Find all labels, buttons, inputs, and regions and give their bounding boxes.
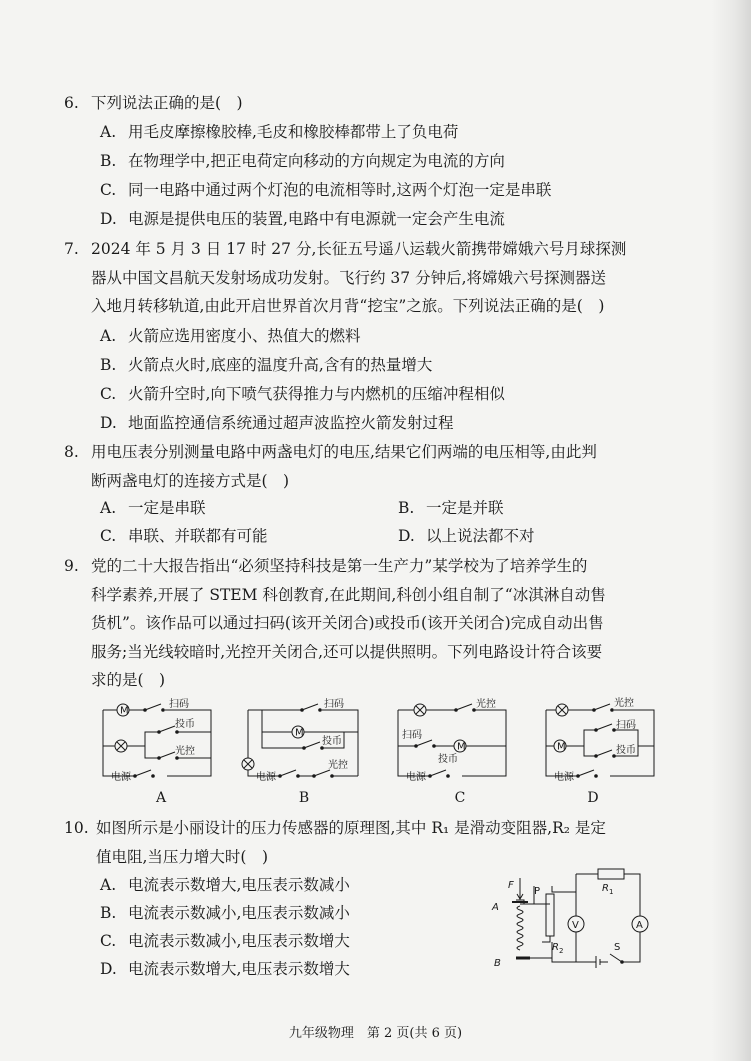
point-a-label: A: [492, 902, 499, 913]
circuit-diagram-c: [390, 700, 512, 782]
q7-option-a: [100, 322, 361, 351]
option-text: 地面监控通信系统通过超声波监控火箭发射过程: [128, 414, 454, 432]
q10-option-b: [100, 899, 350, 928]
option-text: 火箭点火时,底座的温度升高,含有的热量增大: [128, 356, 433, 374]
q7-option-c: [100, 380, 505, 409]
option-text: 串联、并联都有可能: [128, 527, 268, 545]
switch-label-coin: 投币: [322, 736, 342, 747]
point-b-label: B: [494, 958, 501, 969]
q6-option-c: [100, 176, 551, 205]
r1-label: R: [602, 883, 609, 894]
q10-option-d: [100, 955, 350, 984]
question-line: 断两盏电灯的连接方式是( ): [91, 471, 290, 490]
option-text: 电流表示数增大,电压表示数减小: [128, 876, 350, 894]
figure-label-b: B: [298, 790, 310, 806]
r2-subscript: 2: [559, 947, 564, 955]
option-label: B.: [100, 152, 117, 170]
switch-label-light: 光控: [175, 746, 195, 757]
option-text: 电流表示数增大,电压表示数增大: [128, 960, 350, 978]
question-8: [64, 438, 704, 495]
question-number: 8.: [64, 443, 79, 461]
option-text: 火箭升空时,向下喷气获得推力与内燃机的压缩冲程相似: [128, 385, 505, 403]
question-line: 科学素养,开展了 STEM 科创教育,在此期间,科创小组自制了“冰淇淋自动售: [91, 585, 606, 604]
option-label: A.: [100, 327, 117, 345]
motor-symbol: M: [457, 741, 466, 753]
question-line: 如图所示是小丽设计的压力传感器的原理图,其中 R₁ 是滑动变阻器,R₂ 是定: [96, 819, 606, 837]
q7-option-b: [100, 351, 432, 380]
option-text: 一定是并联: [426, 499, 504, 517]
option-text: 电源是提供电压的装置,电路中有电源就一定会产生电流: [128, 210, 505, 228]
q6-option-a: [100, 118, 458, 147]
q10-option-a: [100, 871, 350, 900]
switch-label-light: 光控: [476, 699, 496, 710]
option-label: C.: [100, 181, 117, 199]
q6-option-b: [100, 147, 505, 176]
question-line: 用电压表分别测量电路中两盏电灯的电压,结果它们两端的电压相等,由此判: [91, 443, 597, 461]
q8-option-c: [100, 522, 268, 551]
switch-label-light: 光控: [614, 698, 634, 709]
motor-symbol: M: [557, 741, 566, 753]
question-9: [64, 552, 704, 695]
option-text: 以上说法都不对: [426, 527, 535, 545]
option-label: A.: [100, 123, 117, 141]
ammeter-label: A: [636, 920, 643, 931]
switch-label-coin: 投币: [175, 719, 195, 730]
q10-option-c: [100, 927, 350, 956]
q8-option-b: [398, 494, 504, 523]
question-line: 货机”。该作品可以通过扫码(该开关闭合)或投币(该开关闭合)完成自动出售: [91, 614, 604, 632]
circuit-diagram-b: [240, 700, 362, 782]
question-6: [64, 89, 704, 118]
option-label: C.: [100, 527, 117, 545]
figure-label-a: A: [155, 790, 167, 806]
voltmeter-label: V: [572, 920, 579, 931]
power-label: 电源: [111, 772, 131, 783]
r1-subscript: 1: [609, 888, 614, 896]
page-footer: 九年级物理 第 2 页(共 6 页): [288, 1026, 463, 1041]
question-number: 10.: [64, 819, 89, 837]
option-label: D.: [100, 960, 117, 978]
option-label: A.: [100, 876, 117, 894]
option-text: 电流表示数减小,电压表示数增大: [128, 932, 350, 950]
question-stem: 下列说法正确的是( ): [91, 94, 243, 112]
page-edge-shadow: [711, 0, 751, 1061]
switch-label-scan: 扫码: [402, 730, 422, 741]
motor-symbol: M: [120, 705, 129, 717]
r2-label: R: [552, 942, 559, 953]
power-label: 电源: [406, 772, 426, 783]
option-text: 电流表示数减小,电压表示数减小: [128, 904, 350, 922]
option-label: C.: [100, 385, 117, 403]
switch-label-coin: 投币: [616, 745, 636, 756]
force-label: F: [508, 880, 514, 891]
power-label: 电源: [554, 772, 574, 783]
pressure-sensor-circuit: [490, 858, 690, 978]
option-text: 火箭应选用密度小、热值大的燃料: [128, 327, 361, 345]
q8-option-d: [398, 522, 535, 551]
question-line: 2024 年 5 月 3 日 17 时 27 分,长征五号遥八运载火箭携带嫦娥六号月球探测: [91, 240, 627, 258]
switch-label-scan: 扫码: [169, 699, 189, 710]
option-label: D.: [100, 414, 117, 432]
question-7: [64, 235, 704, 321]
circuit-diagram-a: [95, 700, 215, 782]
question-line: 值电阻,当压力增大时( ): [96, 847, 269, 866]
q7-option-d: [100, 409, 454, 438]
question-line: 求的是( ): [91, 671, 166, 689]
question-number: 6.: [64, 94, 79, 112]
switch-label-scan: 扫码: [616, 720, 636, 731]
option-label: D.: [100, 210, 117, 228]
option-text: 一定是串联: [128, 499, 206, 517]
option-label: D.: [398, 527, 415, 545]
question-number: 7.: [64, 240, 79, 258]
question-line: 器从中国文昌航天发射场成功发射。飞行约 37 分钟后,将嫦娥六号探测器送: [91, 268, 607, 287]
option-label: C.: [100, 932, 117, 950]
slider-label: P: [534, 886, 541, 897]
switch-label: S: [614, 942, 621, 953]
option-label: B.: [398, 499, 415, 517]
q6-option-d: [100, 205, 505, 234]
circuit-diagram-d: [538, 700, 660, 782]
figure-label-c: C: [454, 790, 466, 806]
switch-label-light: 光控: [328, 760, 348, 771]
option-text: 用毛皮摩擦橡胶棒,毛皮和橡胶棒都带上了负电荷: [128, 123, 459, 141]
motor-symbol: M: [295, 727, 304, 739]
question-number: 9.: [64, 557, 79, 575]
power-label: 电源: [256, 772, 276, 783]
q8-option-a: [100, 494, 206, 523]
question-line: 服务;当光线较暗时,光控开关闭合,还可以提供照明。下列电路设计符合该要: [91, 642, 603, 661]
option-label: B.: [100, 356, 117, 374]
switch-label-coin: 投币: [438, 754, 458, 765]
option-text: 同一电路中通过两个灯泡的电流相等时,这两个灯泡一定是串联: [128, 181, 552, 199]
question-line: 入地月转移轨道,由此开启世界首次月背“挖宝”之旅。下列说法正确的是( ): [91, 297, 605, 315]
question-line: 党的二十大报告指出“必须坚持科技是第一生产力”某学校为了培养学生的: [91, 557, 588, 575]
figure-label-d: D: [587, 790, 599, 806]
option-text: 在物理学中,把正电荷定向移动的方向规定为电流的方向: [128, 152, 505, 170]
switch-label-scan: 扫码: [324, 699, 344, 710]
option-label: A.: [100, 499, 117, 517]
option-label: B.: [100, 904, 117, 922]
